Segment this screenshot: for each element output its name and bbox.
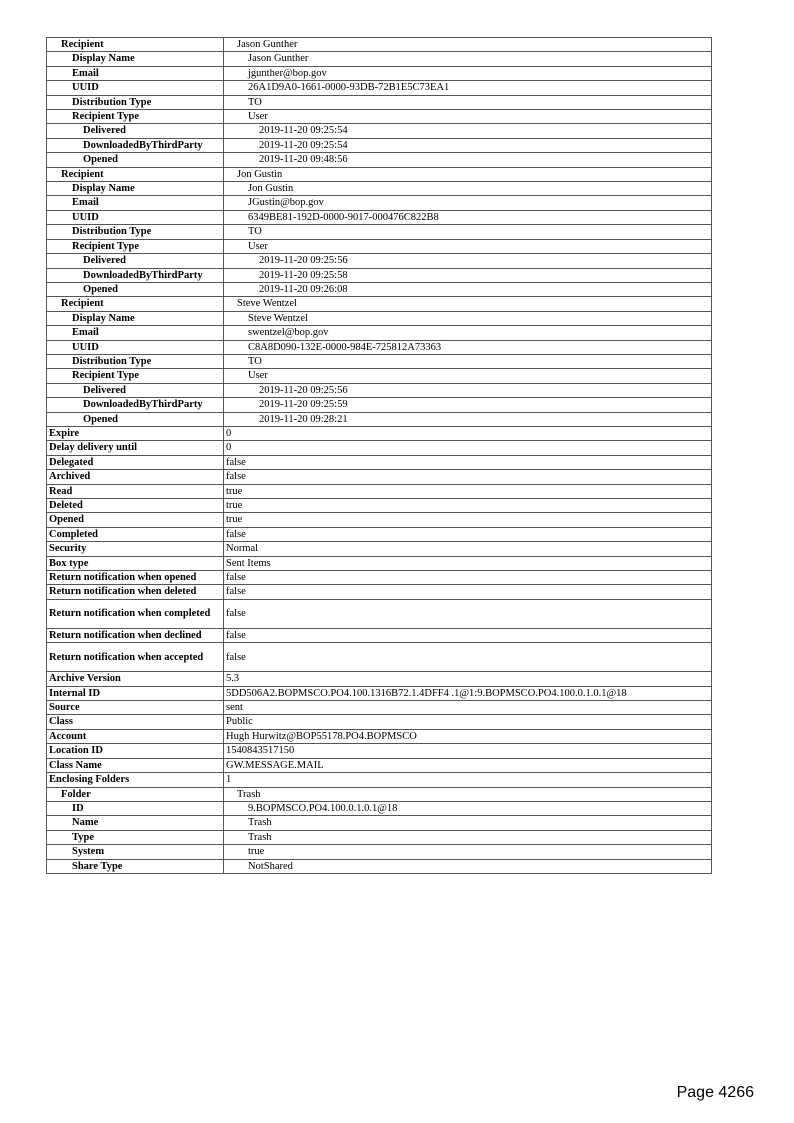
property-label: Expire bbox=[47, 426, 224, 440]
property-label: Class Name bbox=[47, 758, 224, 772]
table-row bbox=[47, 599, 712, 628]
property-value: 5DD506A2.BOPMSCO.PO4.100.1316B72.1.4DFF4 .1@1:9.BOPMSCO.PO4.100.0.1.0.1@18 bbox=[224, 686, 712, 700]
property-label: DownloadedByThirdParty bbox=[47, 268, 224, 282]
table-row bbox=[47, 455, 712, 469]
property-value: JGustin@bop.gov bbox=[224, 196, 712, 210]
property-value: true bbox=[224, 513, 712, 527]
table-row bbox=[47, 816, 712, 830]
property-value: Steve Wentzel bbox=[224, 297, 712, 311]
table-row bbox=[47, 787, 712, 801]
table-row bbox=[47, 715, 712, 729]
property-label: Archive Version bbox=[47, 672, 224, 686]
property-value: TO bbox=[224, 354, 712, 368]
property-label: Recipient bbox=[47, 167, 224, 181]
property-value: User bbox=[224, 369, 712, 383]
table-row bbox=[47, 239, 712, 253]
property-value: true bbox=[224, 484, 712, 498]
table-row bbox=[47, 153, 712, 167]
table-row bbox=[47, 701, 712, 715]
property-label: Opened bbox=[47, 282, 224, 296]
property-label: Share Type bbox=[47, 859, 224, 873]
table-row bbox=[47, 470, 712, 484]
table-row bbox=[47, 556, 712, 570]
property-value: false bbox=[224, 571, 712, 585]
table-row bbox=[47, 412, 712, 426]
property-value: C8A8D090-132E-0000-984E-725812A73363 bbox=[224, 340, 712, 354]
property-value: sent bbox=[224, 701, 712, 715]
property-value: 2019-11-20 09:48:56 bbox=[224, 153, 712, 167]
table-row bbox=[47, 182, 712, 196]
property-label: Return notification when opened bbox=[47, 571, 224, 585]
property-value: 2019-11-20 09:25:58 bbox=[224, 268, 712, 282]
table-row bbox=[47, 744, 712, 758]
property-value: false bbox=[224, 599, 712, 628]
property-label: Box type bbox=[47, 556, 224, 570]
property-value: User bbox=[224, 110, 712, 124]
property-value: true bbox=[224, 499, 712, 513]
property-label: Delivered bbox=[47, 124, 224, 138]
table-row bbox=[47, 254, 712, 268]
property-label: Enclosing Folders bbox=[47, 773, 224, 787]
table-row bbox=[47, 859, 712, 873]
property-value: 1540843517150 bbox=[224, 744, 712, 758]
property-label: UUID bbox=[47, 210, 224, 224]
property-value: Hugh Hurwitz@BOP55178.PO4.BOPMSCO bbox=[224, 729, 712, 743]
property-value: Normal bbox=[224, 542, 712, 556]
table-row bbox=[47, 282, 712, 296]
property-value: false bbox=[224, 455, 712, 469]
property-label: Account bbox=[47, 729, 224, 743]
property-label: Opened bbox=[47, 412, 224, 426]
property-label: Deleted bbox=[47, 499, 224, 513]
property-value: Jason Gunther bbox=[224, 38, 712, 52]
property-label: Distribution Type bbox=[47, 225, 224, 239]
property-value: TO bbox=[224, 225, 712, 239]
property-label: DownloadedByThirdParty bbox=[47, 398, 224, 412]
property-value: swentzel@bop.gov bbox=[224, 326, 712, 340]
property-label: Display Name bbox=[47, 311, 224, 325]
property-label: Type bbox=[47, 830, 224, 844]
table-row bbox=[47, 340, 712, 354]
property-value: 2019-11-20 09:25:54 bbox=[224, 138, 712, 152]
table-row bbox=[47, 110, 712, 124]
table-row bbox=[47, 297, 712, 311]
table-row bbox=[47, 268, 712, 282]
table-row bbox=[47, 845, 712, 859]
table-row bbox=[47, 801, 712, 815]
property-label: Recipient bbox=[47, 38, 224, 52]
property-value: 26A1D9A0-1661-0000-93DB-72B1E5C73EA1 bbox=[224, 81, 712, 95]
table-row bbox=[47, 830, 712, 844]
table-row bbox=[47, 225, 712, 239]
table-row bbox=[47, 758, 712, 772]
property-label: Opened bbox=[47, 153, 224, 167]
property-label: Delivered bbox=[47, 254, 224, 268]
property-label: ID bbox=[47, 801, 224, 815]
property-label: Recipient Type bbox=[47, 110, 224, 124]
table-row bbox=[47, 672, 712, 686]
property-label: Return notification when declined bbox=[47, 628, 224, 642]
table-row bbox=[47, 66, 712, 80]
property-label: Name bbox=[47, 816, 224, 830]
property-value: Trash bbox=[224, 830, 712, 844]
property-value: false bbox=[224, 585, 712, 599]
property-label: Return notification when completed bbox=[47, 599, 224, 628]
property-value: Steve Wentzel bbox=[224, 311, 712, 325]
property-value: 2019-11-20 09:26:08 bbox=[224, 282, 712, 296]
property-label: Opened bbox=[47, 513, 224, 527]
property-value: Jon Gustin bbox=[224, 167, 712, 181]
property-label: Email bbox=[47, 66, 224, 80]
table-row bbox=[47, 124, 712, 138]
property-value: Public bbox=[224, 715, 712, 729]
table-row bbox=[47, 628, 712, 642]
property-label: Display Name bbox=[47, 182, 224, 196]
property-label: System bbox=[47, 845, 224, 859]
property-value: Trash bbox=[224, 816, 712, 830]
property-label: Folder bbox=[47, 787, 224, 801]
property-label: Archived bbox=[47, 470, 224, 484]
table-row bbox=[47, 210, 712, 224]
property-value: 1 bbox=[224, 773, 712, 787]
table-row bbox=[47, 326, 712, 340]
page-number: Page 4266 bbox=[676, 1084, 754, 1101]
table-row bbox=[47, 643, 712, 672]
property-value: GW.MESSAGE.MAIL bbox=[224, 758, 712, 772]
property-label: Delay delivery until bbox=[47, 441, 224, 455]
property-value: false bbox=[224, 527, 712, 541]
property-label: Email bbox=[47, 326, 224, 340]
property-label: Internal ID bbox=[47, 686, 224, 700]
property-value: 2019-11-20 09:25:59 bbox=[224, 398, 712, 412]
table-row bbox=[47, 311, 712, 325]
table-row bbox=[47, 95, 712, 109]
property-value: 6349BE81-192D-0000-9017-000476C822B8 bbox=[224, 210, 712, 224]
property-label: Delegated bbox=[47, 455, 224, 469]
property-value: TO bbox=[224, 95, 712, 109]
property-label: Class bbox=[47, 715, 224, 729]
property-label: Recipient bbox=[47, 297, 224, 311]
property-label: Read bbox=[47, 484, 224, 498]
table-row bbox=[47, 369, 712, 383]
property-label: Return notification when accepted bbox=[47, 643, 224, 672]
property-value: NotShared bbox=[224, 859, 712, 873]
table-row bbox=[47, 542, 712, 556]
table-row bbox=[47, 571, 712, 585]
table-row bbox=[47, 383, 712, 397]
table-row bbox=[47, 52, 712, 66]
table-row bbox=[47, 354, 712, 368]
property-label: Recipient Type bbox=[47, 239, 224, 253]
property-label: Source bbox=[47, 701, 224, 715]
table-row bbox=[47, 441, 712, 455]
table-row bbox=[47, 513, 712, 527]
table-row bbox=[47, 729, 712, 743]
property-label: Completed bbox=[47, 527, 224, 541]
property-value: 2019-11-20 09:25:56 bbox=[224, 383, 712, 397]
table-row bbox=[47, 585, 712, 599]
table-row bbox=[47, 167, 712, 181]
table-row bbox=[47, 484, 712, 498]
property-value: 5.3 bbox=[224, 672, 712, 686]
table-row bbox=[47, 527, 712, 541]
property-value: User bbox=[224, 239, 712, 253]
table-row bbox=[47, 686, 712, 700]
property-value: false bbox=[224, 628, 712, 642]
property-label: Recipient Type bbox=[47, 369, 224, 383]
property-label: Distribution Type bbox=[47, 354, 224, 368]
property-value: Jason Gunther bbox=[224, 52, 712, 66]
property-label: Location ID bbox=[47, 744, 224, 758]
property-value: false bbox=[224, 643, 712, 672]
property-value: jgunther@bop.gov bbox=[224, 66, 712, 80]
property-value: 0 bbox=[224, 426, 712, 440]
table-row bbox=[47, 196, 712, 210]
property-value: 2019-11-20 09:25:54 bbox=[224, 124, 712, 138]
properties-table bbox=[46, 37, 712, 874]
property-label: UUID bbox=[47, 340, 224, 354]
property-value: 2019-11-20 09:28:21 bbox=[224, 412, 712, 426]
property-value: 9.BOPMSCO.PO4.100.0.1.0.1@18 bbox=[224, 801, 712, 815]
property-label: Display Name bbox=[47, 52, 224, 66]
table-row bbox=[47, 138, 712, 152]
property-value: false bbox=[224, 470, 712, 484]
table-row bbox=[47, 81, 712, 95]
property-label: Security bbox=[47, 542, 224, 556]
property-value: true bbox=[224, 845, 712, 859]
property-label: UUID bbox=[47, 81, 224, 95]
property-value: 0 bbox=[224, 441, 712, 455]
properties-table-body bbox=[47, 38, 712, 874]
table-row bbox=[47, 38, 712, 52]
property-label: Email bbox=[47, 196, 224, 210]
property-label: Distribution Type bbox=[47, 95, 224, 109]
property-value: Sent Items bbox=[224, 556, 712, 570]
table-row bbox=[47, 426, 712, 440]
table-row bbox=[47, 499, 712, 513]
property-value: 2019-11-20 09:25:56 bbox=[224, 254, 712, 268]
property-value: Jon Gustin bbox=[224, 182, 712, 196]
property-value: Trash bbox=[224, 787, 712, 801]
property-label: Delivered bbox=[47, 383, 224, 397]
property-label: Return notification when deleted bbox=[47, 585, 224, 599]
table-row bbox=[47, 773, 712, 787]
table-row bbox=[47, 398, 712, 412]
property-label: DownloadedByThirdParty bbox=[47, 138, 224, 152]
